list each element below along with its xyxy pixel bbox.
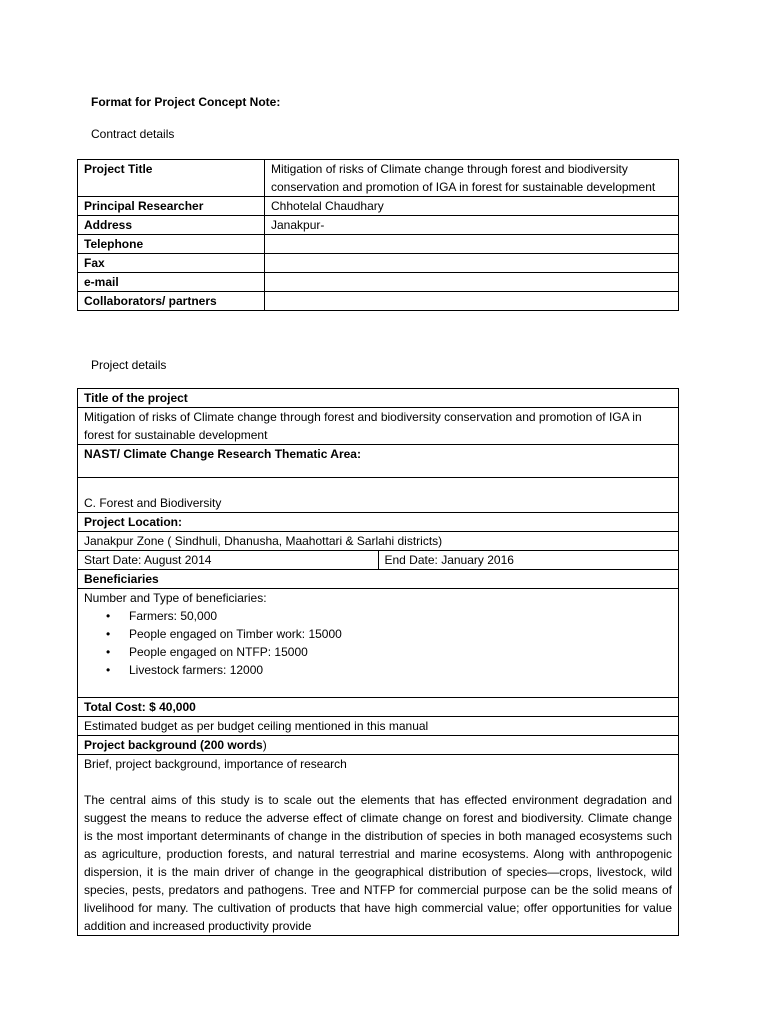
table-row (78, 273, 679, 292)
project-background-label-text: Project background (200 words (84, 738, 263, 752)
list-item: • People engaged on Timber work: 15000 (129, 625, 672, 643)
address-label: Address (78, 216, 265, 235)
beneficiaries-intro: Number and Type of beneficiaries: (84, 591, 267, 605)
table-row (78, 254, 679, 273)
address-value: Janakpur- (265, 216, 679, 235)
table-row (78, 589, 679, 698)
project-title-value: Mitigation of risks of Climate change through forest and biodiversity conservation and promotion of IGA in forest for sustainable development (265, 160, 679, 197)
principal-researcher-value: Chhotelal Chaudhary (265, 197, 679, 216)
project-background-subtitle: Brief, project background, importance of research (84, 757, 347, 771)
collaborators-label: Collaborators/ partners (78, 292, 265, 311)
thematic-area-label: NAST/ Climate Change Research Thematic Area: (78, 445, 679, 478)
table-row (78, 551, 679, 570)
project-location-label: Project Location: (78, 513, 679, 532)
collaborators-value (265, 292, 679, 311)
project-background-text: The central aims of this study is to scale out the elements that has effected environment degradation and suggest the means to reduce the adverse effect of climate change on forest and biodiversity. Climate change is the most important determinants of change in the distribution of species in both managed ecosystems such as agriculture, production forests, and natural terrestrial and marine ecosystems. Along with anthropogenic dispersion, it is the main driver of change in the geographical distribution of species—crops, livestock, wild species, pests, predators and pathogens. Tree and NTFP for commercial purpose can be the solid means of livelihood for many. The cultivation of products that have high commercial value; offer opportunities for value addition and increased productivity provide (84, 793, 672, 933)
table-row (78, 532, 679, 551)
contract-details-table (77, 159, 679, 311)
telephone-value (265, 235, 679, 254)
project-background-label-paren: ) (262, 738, 267, 752)
budget-note: Estimated budget as per budget ceiling mentioned in this manual (78, 717, 679, 736)
email-value (265, 273, 679, 292)
project-location-value: Janakpur Zone ( Sindhuli, Dhanusha, Maahottari & Sarlahi districts) (78, 532, 679, 551)
thematic-area-value: C. Forest and Biodiversity (78, 478, 679, 513)
fax-label: Fax (78, 254, 265, 273)
list-item: • Livestock farmers: 12000 (129, 661, 672, 679)
table-row (78, 478, 679, 513)
project-title-heading: Title of the project (78, 389, 679, 408)
table-row (78, 216, 679, 235)
project-details-heading: Project details (91, 358, 167, 372)
table-row (78, 197, 679, 216)
document-title: Format for Project Concept Note: (91, 95, 281, 109)
table-row (78, 160, 679, 197)
beneficiaries-cell (78, 589, 679, 698)
end-date: End Date: January 2016 (378, 551, 679, 570)
table-row (78, 292, 679, 311)
start-date: Start Date: August 2014 (78, 551, 379, 570)
telephone-label: Telephone (78, 235, 265, 254)
project-background-cell (78, 755, 679, 936)
table-row (78, 698, 679, 717)
list-item: • Farmers: 50,000 (129, 607, 672, 625)
project-title-label: Project Title (78, 160, 265, 197)
table-row (78, 755, 679, 936)
table-row (78, 445, 679, 478)
table-row (78, 736, 679, 755)
table-row (78, 408, 679, 445)
project-details-table (77, 388, 679, 936)
project-title-text: Mitigation of risks of Climate change through forest and biodiversity conservation and promotion of IGA in forest for sustainable development (78, 408, 679, 445)
contract-details-heading: Contract details (91, 127, 175, 141)
beneficiaries-list (84, 607, 672, 679)
table-row (78, 235, 679, 254)
fax-value (265, 254, 679, 273)
project-background-label (78, 736, 679, 755)
principal-researcher-label: Principal Researcher (78, 197, 265, 216)
total-cost: Total Cost: $ 40,000 (78, 698, 679, 717)
table-row (78, 513, 679, 532)
beneficiaries-label: Beneficiaries (78, 570, 679, 589)
list-item: • People engaged on NTFP: 15000 (129, 643, 672, 661)
table-row (78, 570, 679, 589)
table-row (78, 389, 679, 408)
email-label: e-mail (78, 273, 265, 292)
table-row (78, 717, 679, 736)
